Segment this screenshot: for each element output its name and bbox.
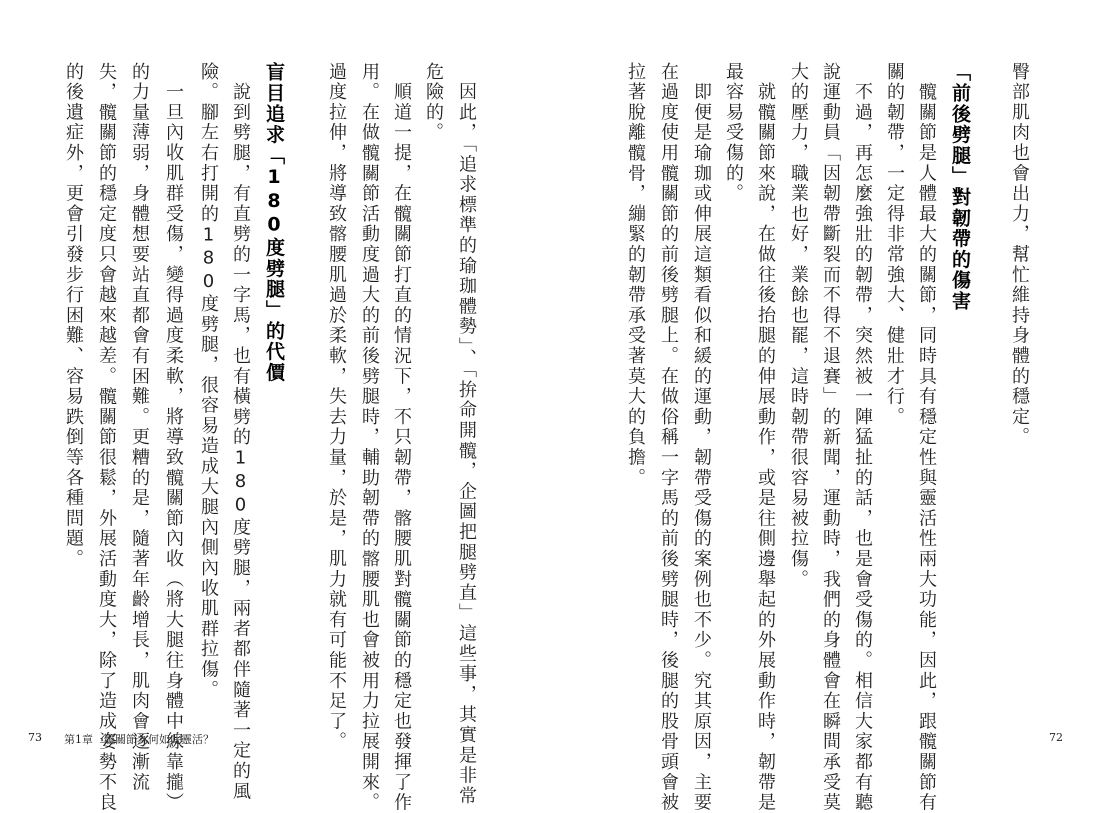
body-text-column: 用。在做髖關節活動度過大的前後劈腿時，輔助韌帶的髂腰肌也會被用力拉展開來。 xyxy=(359,62,380,813)
body-text-column: 險。腳左右打開的180度劈腿，很容易造成大腿內側內收肌群拉傷。 xyxy=(198,62,219,701)
body-text-column: 說到劈腿，有直劈的一字馬，也有橫劈的180度劈腿，兩者都伴隨著一定的風 xyxy=(230,62,251,802)
page-number-right: 72 xyxy=(1049,731,1063,744)
body-text-column: 順道一提，在髖關節打直的情況下，不只韌帶，髂腰肌對髖關節的穩定也發揮了作 xyxy=(391,62,412,813)
body-text-column: 在過度使用髖關節的前後劈腿上。在做俗稱一字馬的前後劈腿時，後腿的股骨頭會被 xyxy=(658,62,679,813)
running-header: 第1章 髖關節為何如此靈活？ xyxy=(64,733,214,746)
body-text-column: 一旦內收肌群受傷，變得過度柔軟，將導致髖關節內收（將大腿往身體中線靠攏） xyxy=(163,62,184,813)
body-text-column: 臀部肌肉也會出力，幫忙維持身體的穩定。 xyxy=(1009,62,1030,448)
page-number-left: 73 xyxy=(28,731,42,744)
body-text-column: 因此，「追求標準的瑜珈體勢」、「拚命開髖，企圖把腿劈直」這些事，其實是非常 xyxy=(456,62,477,807)
body-text-column: 大的壓力，職業也好，業餘也罷，這時韌帶很容易被拉傷。 xyxy=(788,62,809,590)
body-text-column: 髖關節是人體最大的關節，同時具有穩定性與靈活性兩大功能，因此，跟髖關節有 xyxy=(916,62,937,813)
body-text-column: 即便是瑜珈或伸展這類看似和緩的運動，韌帶受傷的案例也不少。究其原因，主要 xyxy=(691,62,712,813)
body-text-column: 最容易受傷的。 xyxy=(723,62,744,205)
body-text-column: 關的韌帶，一定得非常強大、健壯才行。 xyxy=(884,62,905,428)
body-text-column: 的後遺症外，更會引發步行困難、容易跌倒等各種問題。 xyxy=(63,62,84,570)
body-text-column: 說運動員「因韌帶斷裂而不得不退賽」的新聞，運動時，我們的身體會在瞬間承受莫 xyxy=(820,62,841,813)
body-text-column: 過度拉伸，將導致髂腰肌過於柔軟，失去力量，於是，肌力就有可能不足了。 xyxy=(326,62,347,753)
body-text-column: 不過，再怎麼強壯的韌帶，突然被一陣猛扯的話，也是會受傷的。相信大家都有聽 xyxy=(852,62,873,813)
body-text-column: 失，髖關節的穩定度只會越來越差。髖關節很鬆，外展活動度大，除了造成姿勢不良 xyxy=(96,62,117,813)
body-text-column: 拉著脫離髖骨，繃緊的韌帶承受著莫大的負擔。 xyxy=(625,62,646,489)
section-heading: 「前後劈腿」對韌帶的傷害 xyxy=(949,62,971,312)
body-text-column: 的力量薄弱，身體想要站直都會有困難。更糟的是，隨著年齡增長，肌肉會逐漸流 xyxy=(129,62,150,793)
body-text-column: 危險的。 xyxy=(423,62,444,144)
body-text-column: 就髖關節來說，在做往後抬腿的伸展動作，或是往側邊舉起的外展動作時，韌帶是 xyxy=(755,62,776,813)
section-heading: 盲目追求「180度劈腿」的代價 xyxy=(263,62,285,383)
